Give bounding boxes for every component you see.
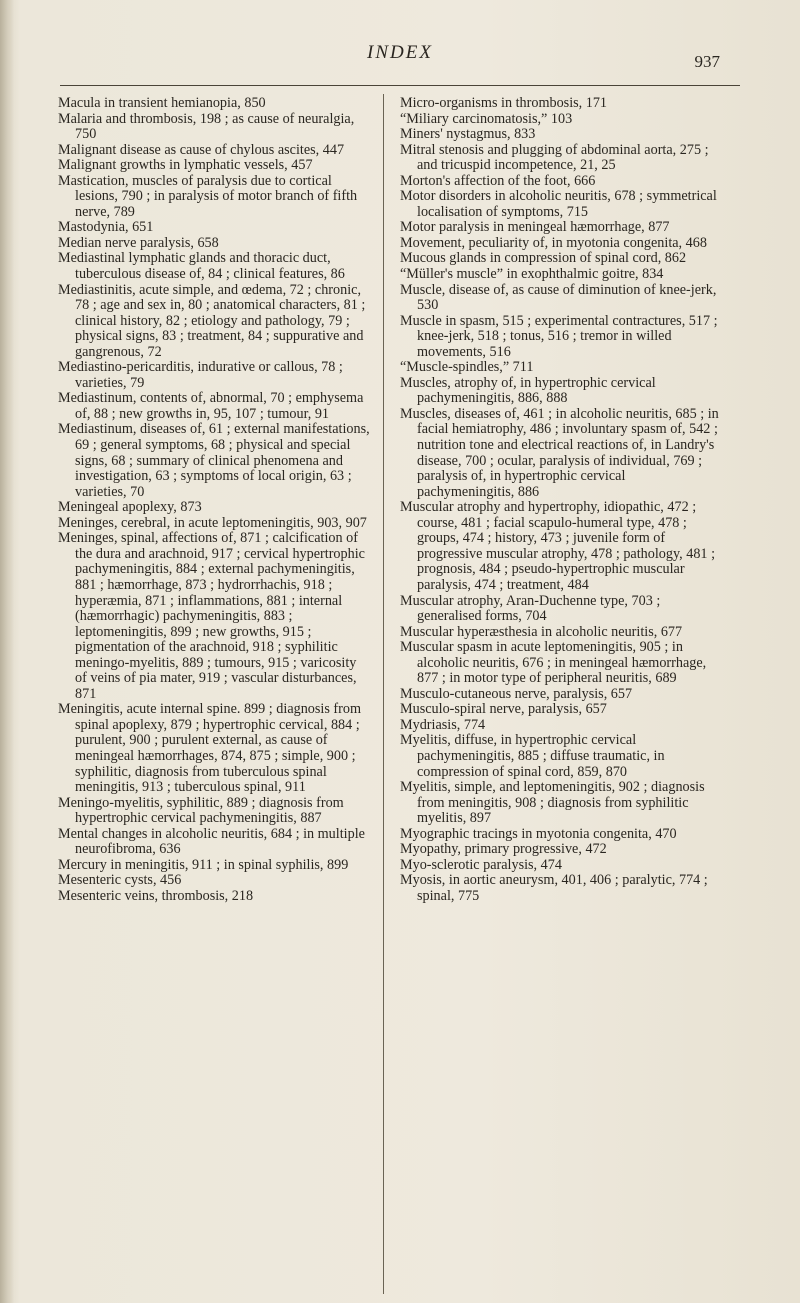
- index-entry: Meningeal apoplexy, 873: [58, 499, 202, 516]
- index-entry: Mesenteric cysts, 456: [58, 872, 182, 889]
- index-entry: Movement, peculiarity of, in myotonia congenita, 468: [400, 234, 707, 251]
- index-entry: Mediastino-pericarditis, indurative or callous, 78 ; varieties, 79: [58, 359, 343, 391]
- index-entry: Meningo-myelitis, syphilitic, 889 ; diagnosis from hypertrophic cervical pachymeningitis, 887: [58, 794, 344, 827]
- index-entry: Morton's affection of the foot, 666: [400, 172, 596, 189]
- index-entry: Mediastinal lymphatic glands and thoracic duct, tuberculous disease of, 84 ; clinical features, 86: [58, 250, 345, 283]
- running-title: INDEX: [367, 42, 433, 63]
- index-entry: Motor paralysis in meningeal hæmorrhage, 877: [400, 219, 670, 236]
- page-number: 937: [694, 52, 720, 71]
- index-entry: Musculo-cutaneous nerve, paralysis, 657: [400, 685, 633, 702]
- index-column-right: [400, 96, 722, 904]
- index-entry: Malignant growths in lymphatic vessels, 457: [58, 157, 313, 174]
- index-entry: Muscle in spasm, 515 ; experimental contractures, 517 ; knee-jerk, 518 ; tonus, 516 ; tremor in willed movements, 516: [400, 312, 718, 360]
- index-entry: Mediastinum, contents of, abnormal, 70 ; emphysema of, 88 ; new growths in, 95, 107 ; tumour, 91: [58, 390, 364, 422]
- index-entry: Micro-organisms in thrombosis, 171: [400, 95, 608, 111]
- index-entry: “Müller's muscle” in exophthalmic goitre, 834: [400, 266, 664, 283]
- index-entry: Mucous glands in compression of spinal cord, 862: [400, 250, 687, 267]
- index-entry: Muscular atrophy, Aran-Duchenne type, 703 ; generalised forms, 704: [400, 592, 661, 625]
- header-rule: [60, 85, 740, 86]
- index-entry: Mental changes in alcoholic neuritis, 684 ; in multiple neurofibroma, 636: [58, 825, 365, 858]
- index-entry: Muscle, disease of, as cause of diminution of knee-jerk, 530: [400, 281, 717, 314]
- index-entry: Mesenteric veins, thrombosis, 218: [58, 887, 254, 904]
- index-entry: Malaria and thrombosis, 198 ; as cause of neuralgia, 750: [58, 110, 355, 143]
- index-entry: Meningitis, acute internal spine. 899 ; diagnosis from spinal apoplexy, 879 ; hypertrophic cervical, 884 ; purulent, 900 ; purulent external, as cause of meningeal hæmorrhages, 874, 875 ; simple, 900 ; syphilitic, diagnosis from tuberculous spinal meningitis, 913 ; tuberculous spinal, 911: [58, 701, 362, 796]
- index-entry: Mydriasis, 774: [400, 716, 486, 733]
- page-header: [0, 42, 800, 72]
- index-column-left: [58, 96, 370, 904]
- index-entry: “Miliary carcinomatosis,” 103: [400, 110, 573, 127]
- index-entry: “Muscle-spindles,” 711: [400, 359, 534, 376]
- index-entry: Mercury in meningitis, 911 ; in spinal syphilis, 899: [58, 856, 349, 873]
- index-entry: Median nerve paralysis, 658: [58, 234, 219, 251]
- column-divider: [383, 94, 384, 1294]
- index-entry: Myosis, in aortic aneurysm, 401, 406 ; paralytic, 774 ; spinal, 775: [400, 872, 708, 904]
- index-entry: Muscular spasm in acute leptomeningitis, 905 ; in alcoholic neuritis, 676 ; in meningeal hæmorrhage, 877 ; in motor type of peripheral neuritis, 689: [400, 639, 707, 687]
- index-entry: Meninges, spinal, affections of, 871 ; calcification of the dura and arachnoid, 917 ; cervical hypertrophic pachymeningitis, 884 ; external pachymeningitis, 881 ; hæmorrhage, 873 ; hydrorrhachis, 918 ; hyperæmia, 871 ; inflammations, 881 ; internal (hæmorrhagic) pachymeningitis, 883 ; leptomeningitis, 899 ; new growths, 915 ; pigmentation of the arachnoid, 918 ; syphilitic meningo-myelitis, 889 ; tumours, 915 ; varicosity of veins of pia mater, 919 ; vascular disturbances, 871: [58, 530, 365, 702]
- index-entry: Macula in transient hemianopia, 850: [58, 95, 266, 111]
- index-entry: Myelitis, simple, and leptomeningitis, 902 ; diagnosis from meningitis, 908 ; diagnosis from syphilitic myelitis, 897: [400, 779, 705, 827]
- index-entry: Meninges, cerebral, in acute leptomeningitis, 903, 907: [58, 514, 367, 531]
- index-entry: Myelitis, diffuse, in hypertrophic cervical pachymeningitis, 885 ; diffuse traumatic, in compression of spinal cord, 859, 870: [400, 732, 665, 780]
- index-entry: Myopathy, primary progressive, 472: [400, 841, 607, 858]
- index-entry: Mediastinum, diseases of, 61 ; external manifestations, 69 ; general symptoms, 68 ; physical and special signs, 68 ; summary of clinical phenomena and investigation, 63 ; symptoms of local origin, 63 ; varieties, 70: [58, 421, 370, 500]
- index-entry: Mediastinitis, acute simple, and œdema, 72 ; chronic, 78 ; age and sex in, 80 ; anatomical characters, 81 ; clinical history, 82 ; etiology and pathology, 79 ; physical signs, 83 ; treatment, 84 ; suppurative and gangrenous, 72: [58, 281, 366, 360]
- index-entry: Muscles, atrophy of, in hypertrophic cervical pachymeningitis, 886, 888: [400, 374, 656, 407]
- index-entry: Mastication, muscles of paralysis due to cortical lesions, 790 ; in paralysis of motor branch of fifth nerve, 789: [58, 172, 358, 220]
- index-entry: Musculo-spiral nerve, paralysis, 657: [400, 701, 607, 718]
- book-binding-edge: [0, 0, 14, 1303]
- index-entry: Myographic tracings in myotonia congenita, 470: [400, 825, 677, 842]
- index-entry: Muscular hyperæsthesia in alcoholic neuritis, 677: [400, 623, 683, 640]
- index-entry: Motor disorders in alcoholic neuritis, 678 ; symmetrical localisation of symptoms, 715: [400, 188, 717, 220]
- index-entry: Muscular atrophy and hypertrophy, idiopathic, 472 ; course, 481 ; facial scapulo-humeral type, 478 ; groups, 474 ; history, 473 ; juvenile form of progressive muscular atrophy, 478 ; pathology, 481 ; prognosis, 484 ; pseudo-hypertrophic muscular paralysis, 474 ; treatment, 484: [400, 499, 716, 593]
- index-entry: Mitral stenosis and plugging of abdominal aorta, 275 ; and tricuspid incompetence, 21, 25: [400, 141, 709, 174]
- index-entry: Muscles, diseases of, 461 ; in alcoholic neuritis, 685 ; in facial hemiatrophy, 486 ; involuntary spasm of, 542 ; nutrition tone and electrical reactions of, in Landry's disease, 700 ; ocular, paralysis of individual, 769 ; paralysis of, in hypertrophic cervical pachymeningitis, 886: [400, 405, 719, 500]
- index-entry: Mastodynia, 651: [58, 219, 154, 236]
- index-entry: Miners' nystagmus, 833: [400, 126, 536, 143]
- index-entry: Myo-sclerotic paralysis, 474: [400, 856, 562, 873]
- index-entry: Malignant disease as cause of chylous ascites, 447: [58, 141, 345, 158]
